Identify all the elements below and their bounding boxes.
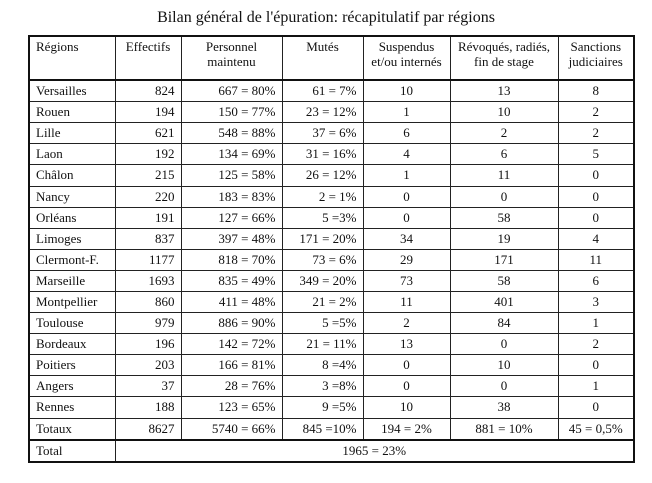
mutes-cell: 2 = 1% [282, 186, 363, 207]
mutes-cell: 21 = 2% [282, 291, 363, 312]
suspendus-cell: 29 [363, 249, 450, 270]
table-row [29, 291, 634, 312]
personnel-cell: 123 = 65% [181, 397, 282, 418]
revoques-cell: 84 [450, 313, 558, 334]
mutes-cell: 3 =8% [282, 376, 363, 397]
suspendus-cell: 34 [363, 228, 450, 249]
column-header-effectifs: Effectifs [115, 36, 181, 80]
suspendus-cell: 1 [363, 165, 450, 186]
region-name: Rennes [29, 397, 115, 418]
column-header-regions: Régions [29, 36, 115, 80]
table-row [29, 376, 634, 397]
mutes-cell: 61 = 7% [282, 80, 363, 102]
column-header-sanctions: Sanctions judiciaires [558, 36, 634, 80]
region-name: Rouen [29, 102, 115, 123]
sanctions-cell: 6 [558, 270, 634, 291]
totaux-personnel: 5740 = 66% [181, 418, 282, 440]
region-name: Montpellier [29, 291, 115, 312]
table-row [29, 228, 634, 249]
effectifs-cell: 860 [115, 291, 181, 312]
sanctions-cell: 2 [558, 123, 634, 144]
total-row [29, 440, 634, 462]
mutes-cell: 8 =4% [282, 355, 363, 376]
column-header-revoques: Révoqués, radiés, fin de stage [450, 36, 558, 80]
table-row [29, 144, 634, 165]
effectifs-cell: 824 [115, 80, 181, 102]
effectifs-cell: 621 [115, 123, 181, 144]
sanctions-cell: 2 [558, 334, 634, 355]
mutes-cell: 37 = 6% [282, 123, 363, 144]
table-row [29, 355, 634, 376]
mutes-cell: 73 = 6% [282, 249, 363, 270]
table-row [29, 207, 634, 228]
region-name: Marseille [29, 270, 115, 291]
total-value: 1965 = 23% [115, 440, 634, 462]
column-header-suspendus: Suspendus et/ou internés [363, 36, 450, 80]
sanctions-cell: 1 [558, 376, 634, 397]
region-name: Clermont-F. [29, 249, 115, 270]
mutes-cell: 9 =5% [282, 397, 363, 418]
revoques-cell: 171 [450, 249, 558, 270]
personnel-cell: 125 = 58% [181, 165, 282, 186]
effectifs-cell: 37 [115, 376, 181, 397]
suspendus-cell: 10 [363, 397, 450, 418]
effectifs-cell: 1693 [115, 270, 181, 291]
sanctions-cell: 0 [558, 186, 634, 207]
suspendus-cell: 0 [363, 355, 450, 376]
sanctions-cell: 0 [558, 207, 634, 228]
effectifs-cell: 192 [115, 144, 181, 165]
personnel-cell: 142 = 72% [181, 334, 282, 355]
suspendus-cell: 0 [363, 207, 450, 228]
region-name: Toulouse [29, 313, 115, 334]
effectifs-cell: 979 [115, 313, 181, 334]
revoques-cell: 19 [450, 228, 558, 249]
revoques-cell: 58 [450, 207, 558, 228]
effectifs-cell: 196 [115, 334, 181, 355]
revoques-cell: 10 [450, 355, 558, 376]
table-header-row [29, 36, 634, 80]
revoques-cell: 401 [450, 291, 558, 312]
suspendus-cell: 0 [363, 186, 450, 207]
region-name: Angers [29, 376, 115, 397]
revoques-cell: 0 [450, 186, 558, 207]
table-row [29, 186, 634, 207]
table-row [29, 397, 634, 418]
mutes-cell: 171 = 20% [282, 228, 363, 249]
revoques-cell: 2 [450, 123, 558, 144]
mutes-cell: 349 = 20% [282, 270, 363, 291]
region-name: Versailles [29, 80, 115, 102]
suspendus-cell: 0 [363, 376, 450, 397]
effectifs-cell: 837 [115, 228, 181, 249]
sanctions-cell: 5 [558, 144, 634, 165]
suspendus-cell: 6 [363, 123, 450, 144]
sanctions-cell: 2 [558, 102, 634, 123]
region-name: Limoges [29, 228, 115, 249]
suspendus-cell: 10 [363, 80, 450, 102]
effectifs-cell: 203 [115, 355, 181, 376]
revoques-cell: 38 [450, 397, 558, 418]
sanctions-cell: 1 [558, 313, 634, 334]
table-row [29, 80, 634, 102]
mutes-cell: 23 = 12% [282, 102, 363, 123]
page-title: Bilan général de l'épuration: récapitulatif par régions [157, 9, 495, 26]
personnel-cell: 835 = 49% [181, 270, 282, 291]
mutes-cell: 5 =3% [282, 207, 363, 228]
region-name: Orléans [29, 207, 115, 228]
totaux-row [29, 418, 634, 440]
personnel-cell: 28 = 76% [181, 376, 282, 397]
personnel-cell: 667 = 80% [181, 80, 282, 102]
personnel-cell: 150 = 77% [181, 102, 282, 123]
personnel-cell: 166 = 81% [181, 355, 282, 376]
sanctions-cell: 4 [558, 228, 634, 249]
sanctions-cell: 3 [558, 291, 634, 312]
personnel-cell: 134 = 69% [181, 144, 282, 165]
effectifs-cell: 194 [115, 102, 181, 123]
personnel-cell: 548 = 88% [181, 123, 282, 144]
totaux-sanctions: 45 = 0,5% [558, 418, 634, 440]
region-name: Nancy [29, 186, 115, 207]
sanctions-cell: 0 [558, 355, 634, 376]
table-row [29, 270, 634, 291]
personnel-cell: 886 = 90% [181, 313, 282, 334]
effectifs-cell: 220 [115, 186, 181, 207]
suspendus-cell: 2 [363, 313, 450, 334]
totaux-effectifs: 8627 [115, 418, 181, 440]
revoques-cell: 10 [450, 102, 558, 123]
table-row [29, 249, 634, 270]
sanctions-cell: 8 [558, 80, 634, 102]
suspendus-cell: 11 [363, 291, 450, 312]
table-row [29, 123, 634, 144]
mutes-cell: 21 = 11% [282, 334, 363, 355]
sanctions-cell: 0 [558, 397, 634, 418]
personnel-cell: 127 = 66% [181, 207, 282, 228]
effectifs-cell: 191 [115, 207, 181, 228]
regions-table [28, 35, 635, 463]
total-label: Total [29, 440, 115, 462]
mutes-cell: 26 = 12% [282, 165, 363, 186]
column-header-personnel: Personnel maintenu [181, 36, 282, 80]
table-row [29, 334, 634, 355]
region-name: Lille [29, 123, 115, 144]
personnel-cell: 183 = 83% [181, 186, 282, 207]
column-header-mutes: Mutés [282, 36, 363, 80]
region-name: Châlon [29, 165, 115, 186]
suspendus-cell: 13 [363, 334, 450, 355]
region-name: Bordeaux [29, 334, 115, 355]
personnel-cell: 411 = 48% [181, 291, 282, 312]
sanctions-cell: 0 [558, 165, 634, 186]
revoques-cell: 6 [450, 144, 558, 165]
totaux-label: Totaux [29, 418, 115, 440]
mutes-cell: 31 = 16% [282, 144, 363, 165]
totaux-suspendus: 194 = 2% [363, 418, 450, 440]
region-name: Poitiers [29, 355, 115, 376]
table-row [29, 102, 634, 123]
revoques-cell: 0 [450, 334, 558, 355]
region-name: Laon [29, 144, 115, 165]
suspendus-cell: 4 [363, 144, 450, 165]
table-row [29, 165, 634, 186]
revoques-cell: 0 [450, 376, 558, 397]
effectifs-cell: 215 [115, 165, 181, 186]
personnel-cell: 818 = 70% [181, 249, 282, 270]
revoques-cell: 13 [450, 80, 558, 102]
mutes-cell: 5 =5% [282, 313, 363, 334]
revoques-cell: 58 [450, 270, 558, 291]
totaux-revoques: 881 = 10% [450, 418, 558, 440]
effectifs-cell: 188 [115, 397, 181, 418]
table-row [29, 313, 634, 334]
effectifs-cell: 1177 [115, 249, 181, 270]
personnel-cell: 397 = 48% [181, 228, 282, 249]
suspendus-cell: 73 [363, 270, 450, 291]
suspendus-cell: 1 [363, 102, 450, 123]
revoques-cell: 11 [450, 165, 558, 186]
totaux-mutes: 845 =10% [282, 418, 363, 440]
sanctions-cell: 11 [558, 249, 634, 270]
